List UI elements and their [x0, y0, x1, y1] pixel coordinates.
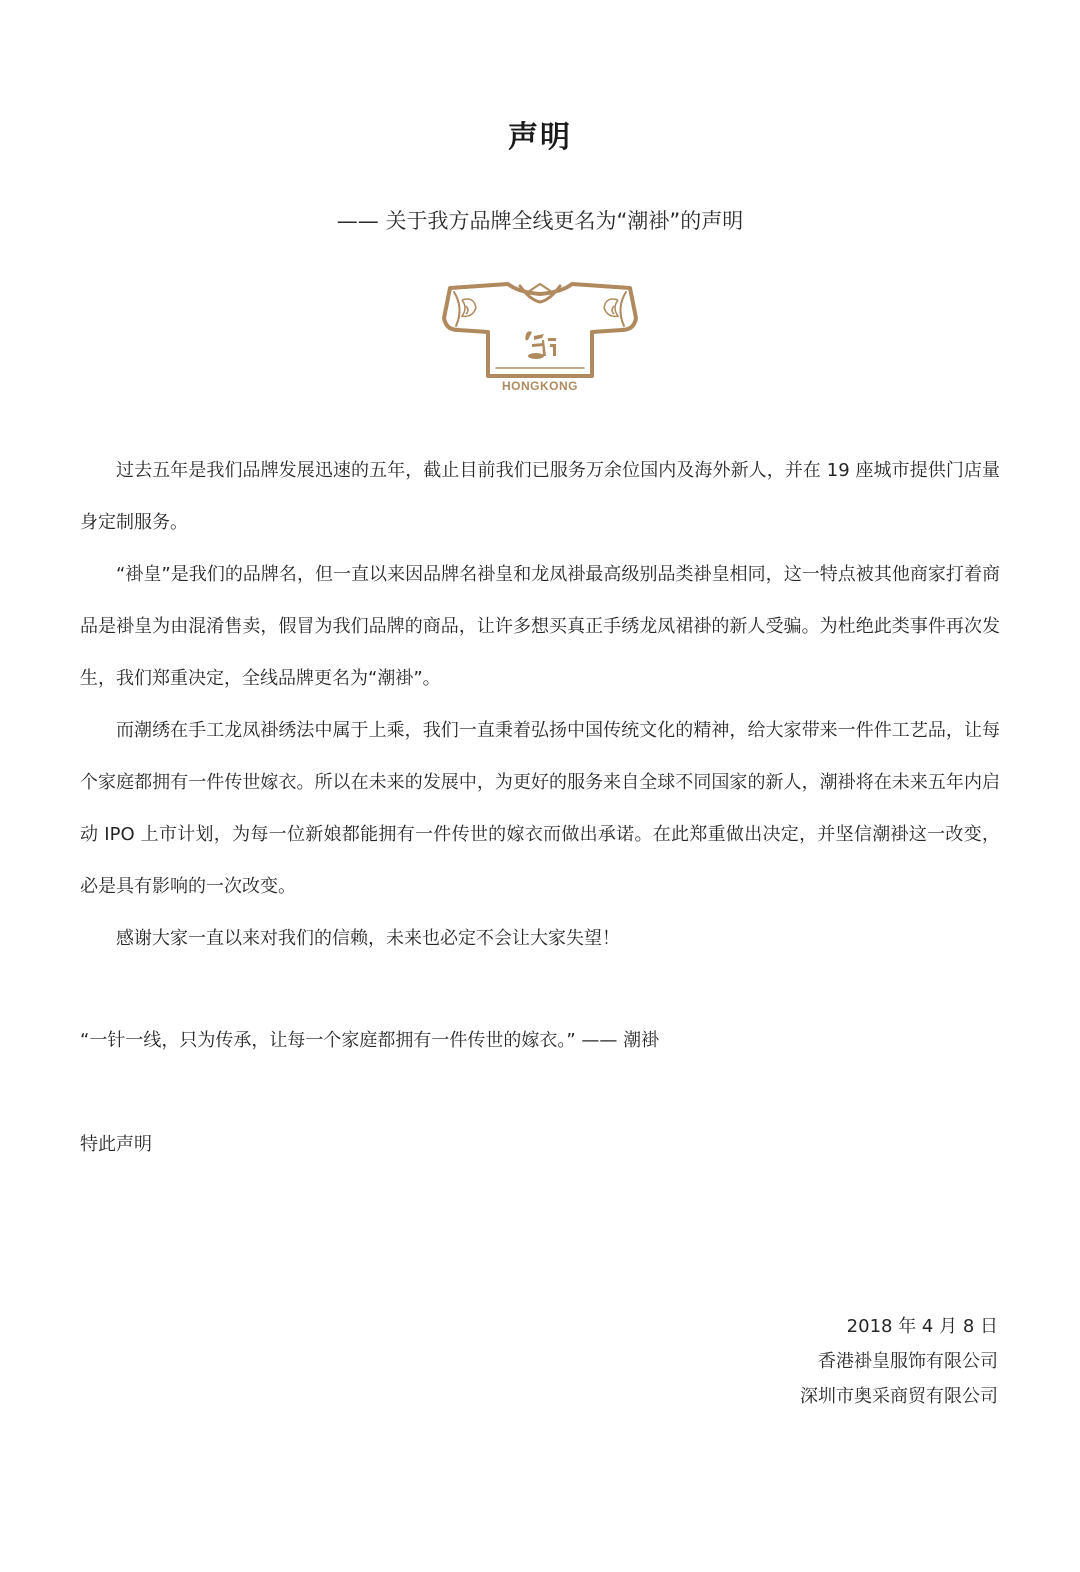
paragraph-2: “褂皇”是我们的品牌名，但一直以来因品牌名褂皇和龙凤褂最高级别品类褂皇相同，这一特点被其他商家打着商品是褂皇为由混淆售卖，假冒为我们品牌的商品，让许多想买真正手绣龙凤裙褂的新人受骗。为杜绝此类事件再次发生，我们郑重决定，全线品牌更名为“潮褂”。	[80, 564, 1000, 689]
document-subtitle: —— 关于我方品牌全线更名为“潮褂”的声明	[336, 209, 744, 233]
statement-body	[80, 445, 1000, 965]
signature-block	[800, 1309, 998, 1414]
paragraph-3: 而潮绣在手工龙凤褂绣法中属于上乘，我们一直秉着弘扬中国传统文化的精神，给大家带来一件件工艺品，让每个家庭都拥有一件传世嫁衣。所以在未来的发展中，为更好的服务来自全球不同国家的新人，潮褂将在未来五年内启动 IPO 上市计划，为每一位新娘都能拥有一件传世的嫁衣而做出承诺。在此郑重做出决定，并坚信潮褂这一改变，必是具有影响的一次改变。	[80, 720, 1000, 897]
closing-remark: 特此声明	[80, 1134, 152, 1155]
signature-company-1: 香港褂皇服饰有限公司	[818, 1351, 998, 1372]
logo-caption: HONGKONG	[502, 379, 578, 393]
paragraph-4: 感谢大家一直以来对我们的信赖，未来也必定不会让大家失望！	[116, 928, 620, 949]
paragraph-1: 过去五年是我们品牌发展迅速的五年，截止目前我们已服务万余位国内及海外新人，并在 19 座城市提供门店量身定制服务。	[80, 460, 1000, 533]
brand-slogan: “一针一线，只为传承，让每一个家庭都拥有一件传世的嫁衣。” —— 潮褂	[80, 1030, 660, 1051]
signature-company-2: 深圳市奥采商贸有限公司	[800, 1386, 998, 1407]
document-title: 声明	[508, 120, 572, 155]
signature-date: 2018 年 4 月 8 日	[846, 1316, 998, 1337]
